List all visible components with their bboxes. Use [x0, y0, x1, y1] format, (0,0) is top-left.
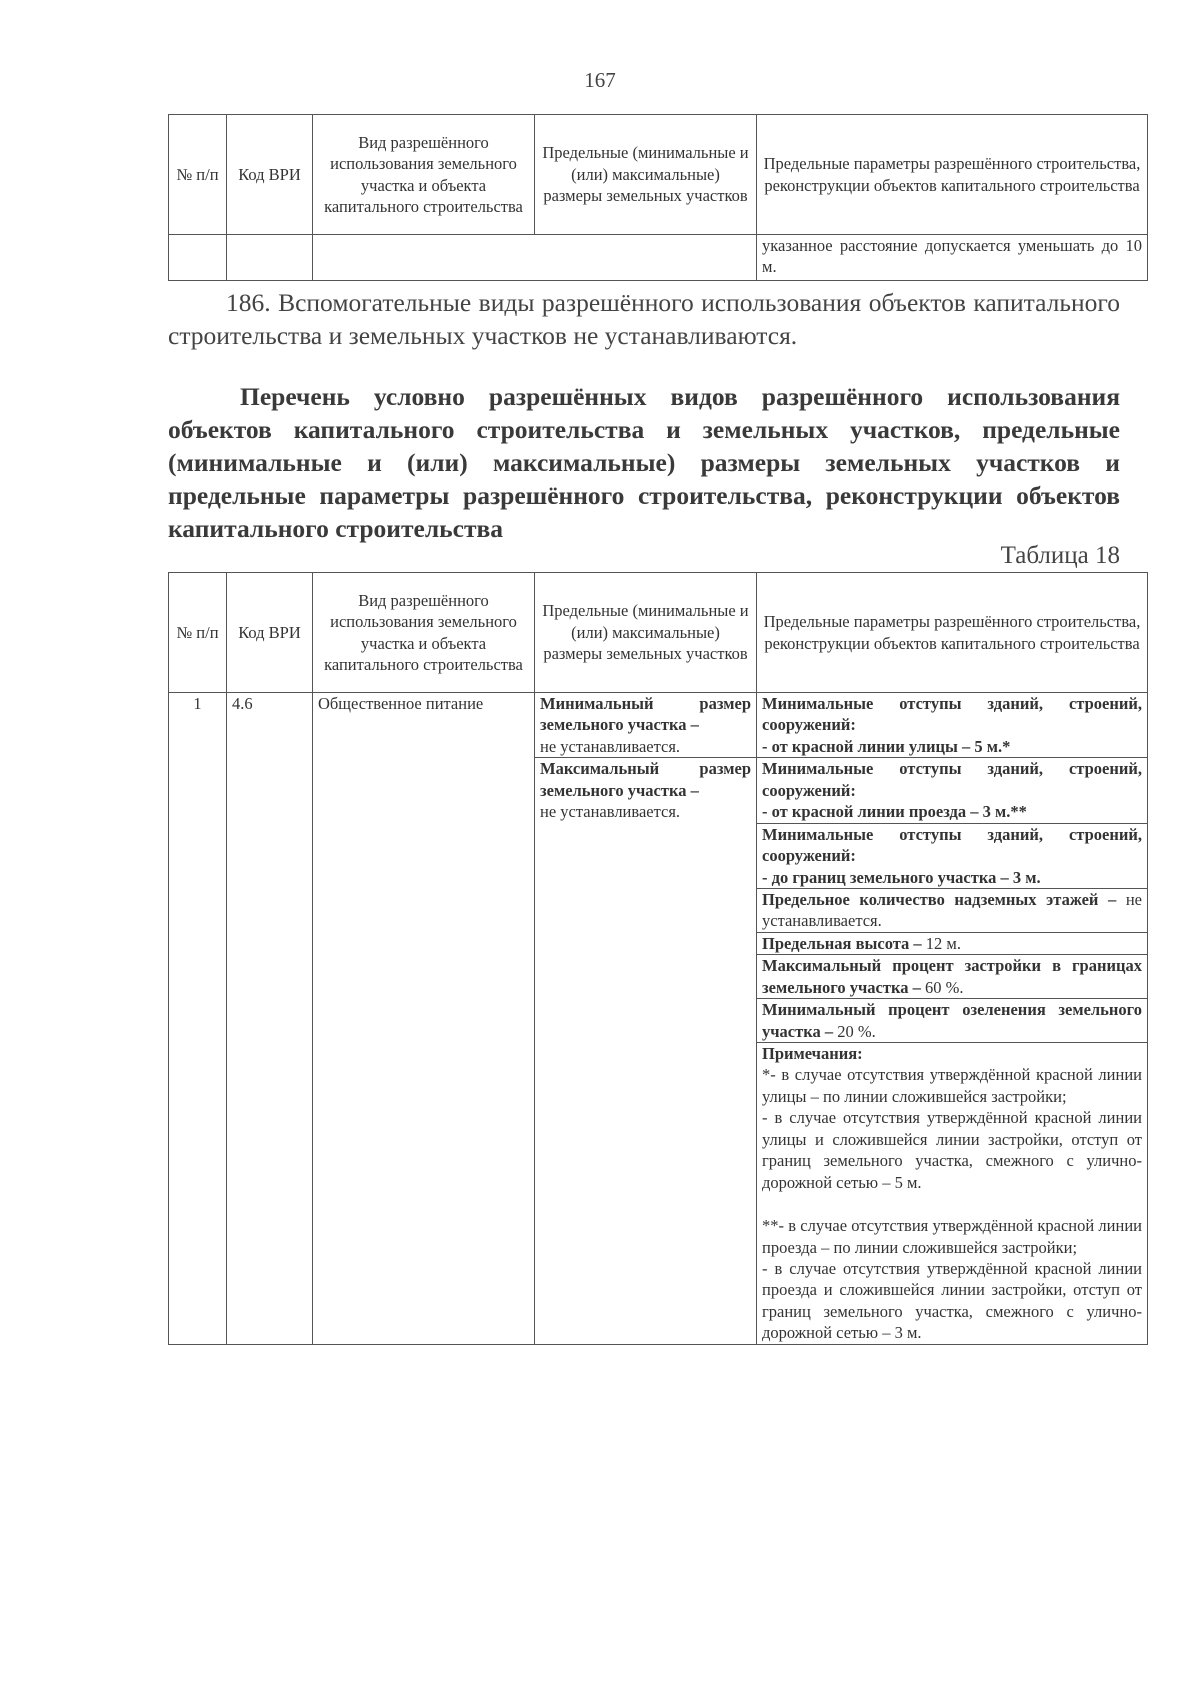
table-18	[168, 572, 1148, 1345]
table-17-continuation	[168, 114, 1148, 281]
note-2: - в случае отсутствия утверждённой красной линии улицы и сложившейся линии застройки, отступ от границ земельного участка, смежного с улично-дорожной сетью – 5 м.	[762, 1108, 1142, 1192]
notes-cell	[757, 1043, 1148, 1345]
param-min-greening: Минимальный процент озеленения земельного участка – 20 %.	[757, 999, 1148, 1043]
param-setback-boundary: Минимальные отступы зданий, строений, сооружений: - до границ земельного участка – 3 м.	[757, 823, 1148, 888]
note-4: - в случае отсутствия утверждённой красной линии проезда и сложившейся линии застройки, отступ от границ земельного участка, смежного с улично-дорожной сетью – 3 м.	[762, 1258, 1142, 1343]
continued-params-cell: указанное расстояние допускается уменьшать до 10 м.	[757, 235, 1148, 281]
header-params: Предельные параметры разрешённого строительства, реконструкции объектов капитального строительства	[757, 573, 1148, 693]
header-size: Предельные (минимальные и (или) максимальные) размеры земельных участков	[535, 115, 757, 235]
header-num: № п/п	[169, 573, 227, 693]
header-code: Код ВРИ	[227, 573, 313, 693]
min-size-cell: Минимальный размер земельного участка – не устанавливается.	[535, 693, 757, 758]
max-size-cell: Максимальный размер земельного участка – не устанавливается.	[535, 758, 757, 1344]
section-title: Перечень условно разрешённых видов разрешённого использования объектов капитального строительства и земельных участков, предельные (минимальные и (или) максимальные) размеры земельных участков и предельные параметры разрешённого строительства, реконструкции объектов капитального строительства	[168, 382, 1120, 543]
row-num: 1	[169, 693, 227, 1345]
table-label: Таблица 18	[1000, 542, 1120, 569]
param-setback-street: Минимальные отступы зданий, строений, сооружений: - от красной линии улицы – 5 м.*	[757, 693, 1148, 758]
param-height: Предельная высота – 12 м.	[757, 932, 1148, 954]
header-size: Предельные (минимальные и (или) максимальные) размеры земельных участков	[535, 573, 757, 693]
note-3: **- в случае отсутствия утверждённой красной линии проезда – по линии сложившейся застройки;	[762, 1216, 1142, 1257]
param-floors: Предельное количество надземных этажей – не устанавливается.	[757, 888, 1148, 932]
row-code: 4.6	[227, 693, 313, 1345]
header-kind: Вид разрешённого использования земельного участка и объекта капитального строительства	[313, 115, 535, 235]
param-max-coverage: Максимальный процент застройки в границах земельного участка – 60 %.	[757, 955, 1148, 999]
header-kind: Вид разрешённого использования земельного участка и объекта капитального строительства	[313, 573, 535, 693]
note-1: *- в случае отсутствия утверждённой красной линии улицы – по линии сложившейся застройки;	[762, 1065, 1142, 1106]
param-setback-driveway: Минимальные отступы зданий, строений, сооружений: - от красной линии проезда – 3 м.**	[757, 758, 1148, 823]
header-num: № п/п	[169, 115, 227, 235]
header-params: Предельные параметры разрешённого строительства, реконструкции объектов капитального строительства	[757, 115, 1148, 235]
header-code: Код ВРИ	[227, 115, 313, 235]
row-kind: Общественное питание	[313, 693, 535, 1345]
paragraph-186: 186. Вспомогательные виды разрешённого использования объектов капитального строительства и земельных участков не устанавливаются.	[168, 288, 1120, 350]
page-number: 167	[584, 68, 616, 92]
notes-title: Примечания:	[762, 1044, 863, 1063]
